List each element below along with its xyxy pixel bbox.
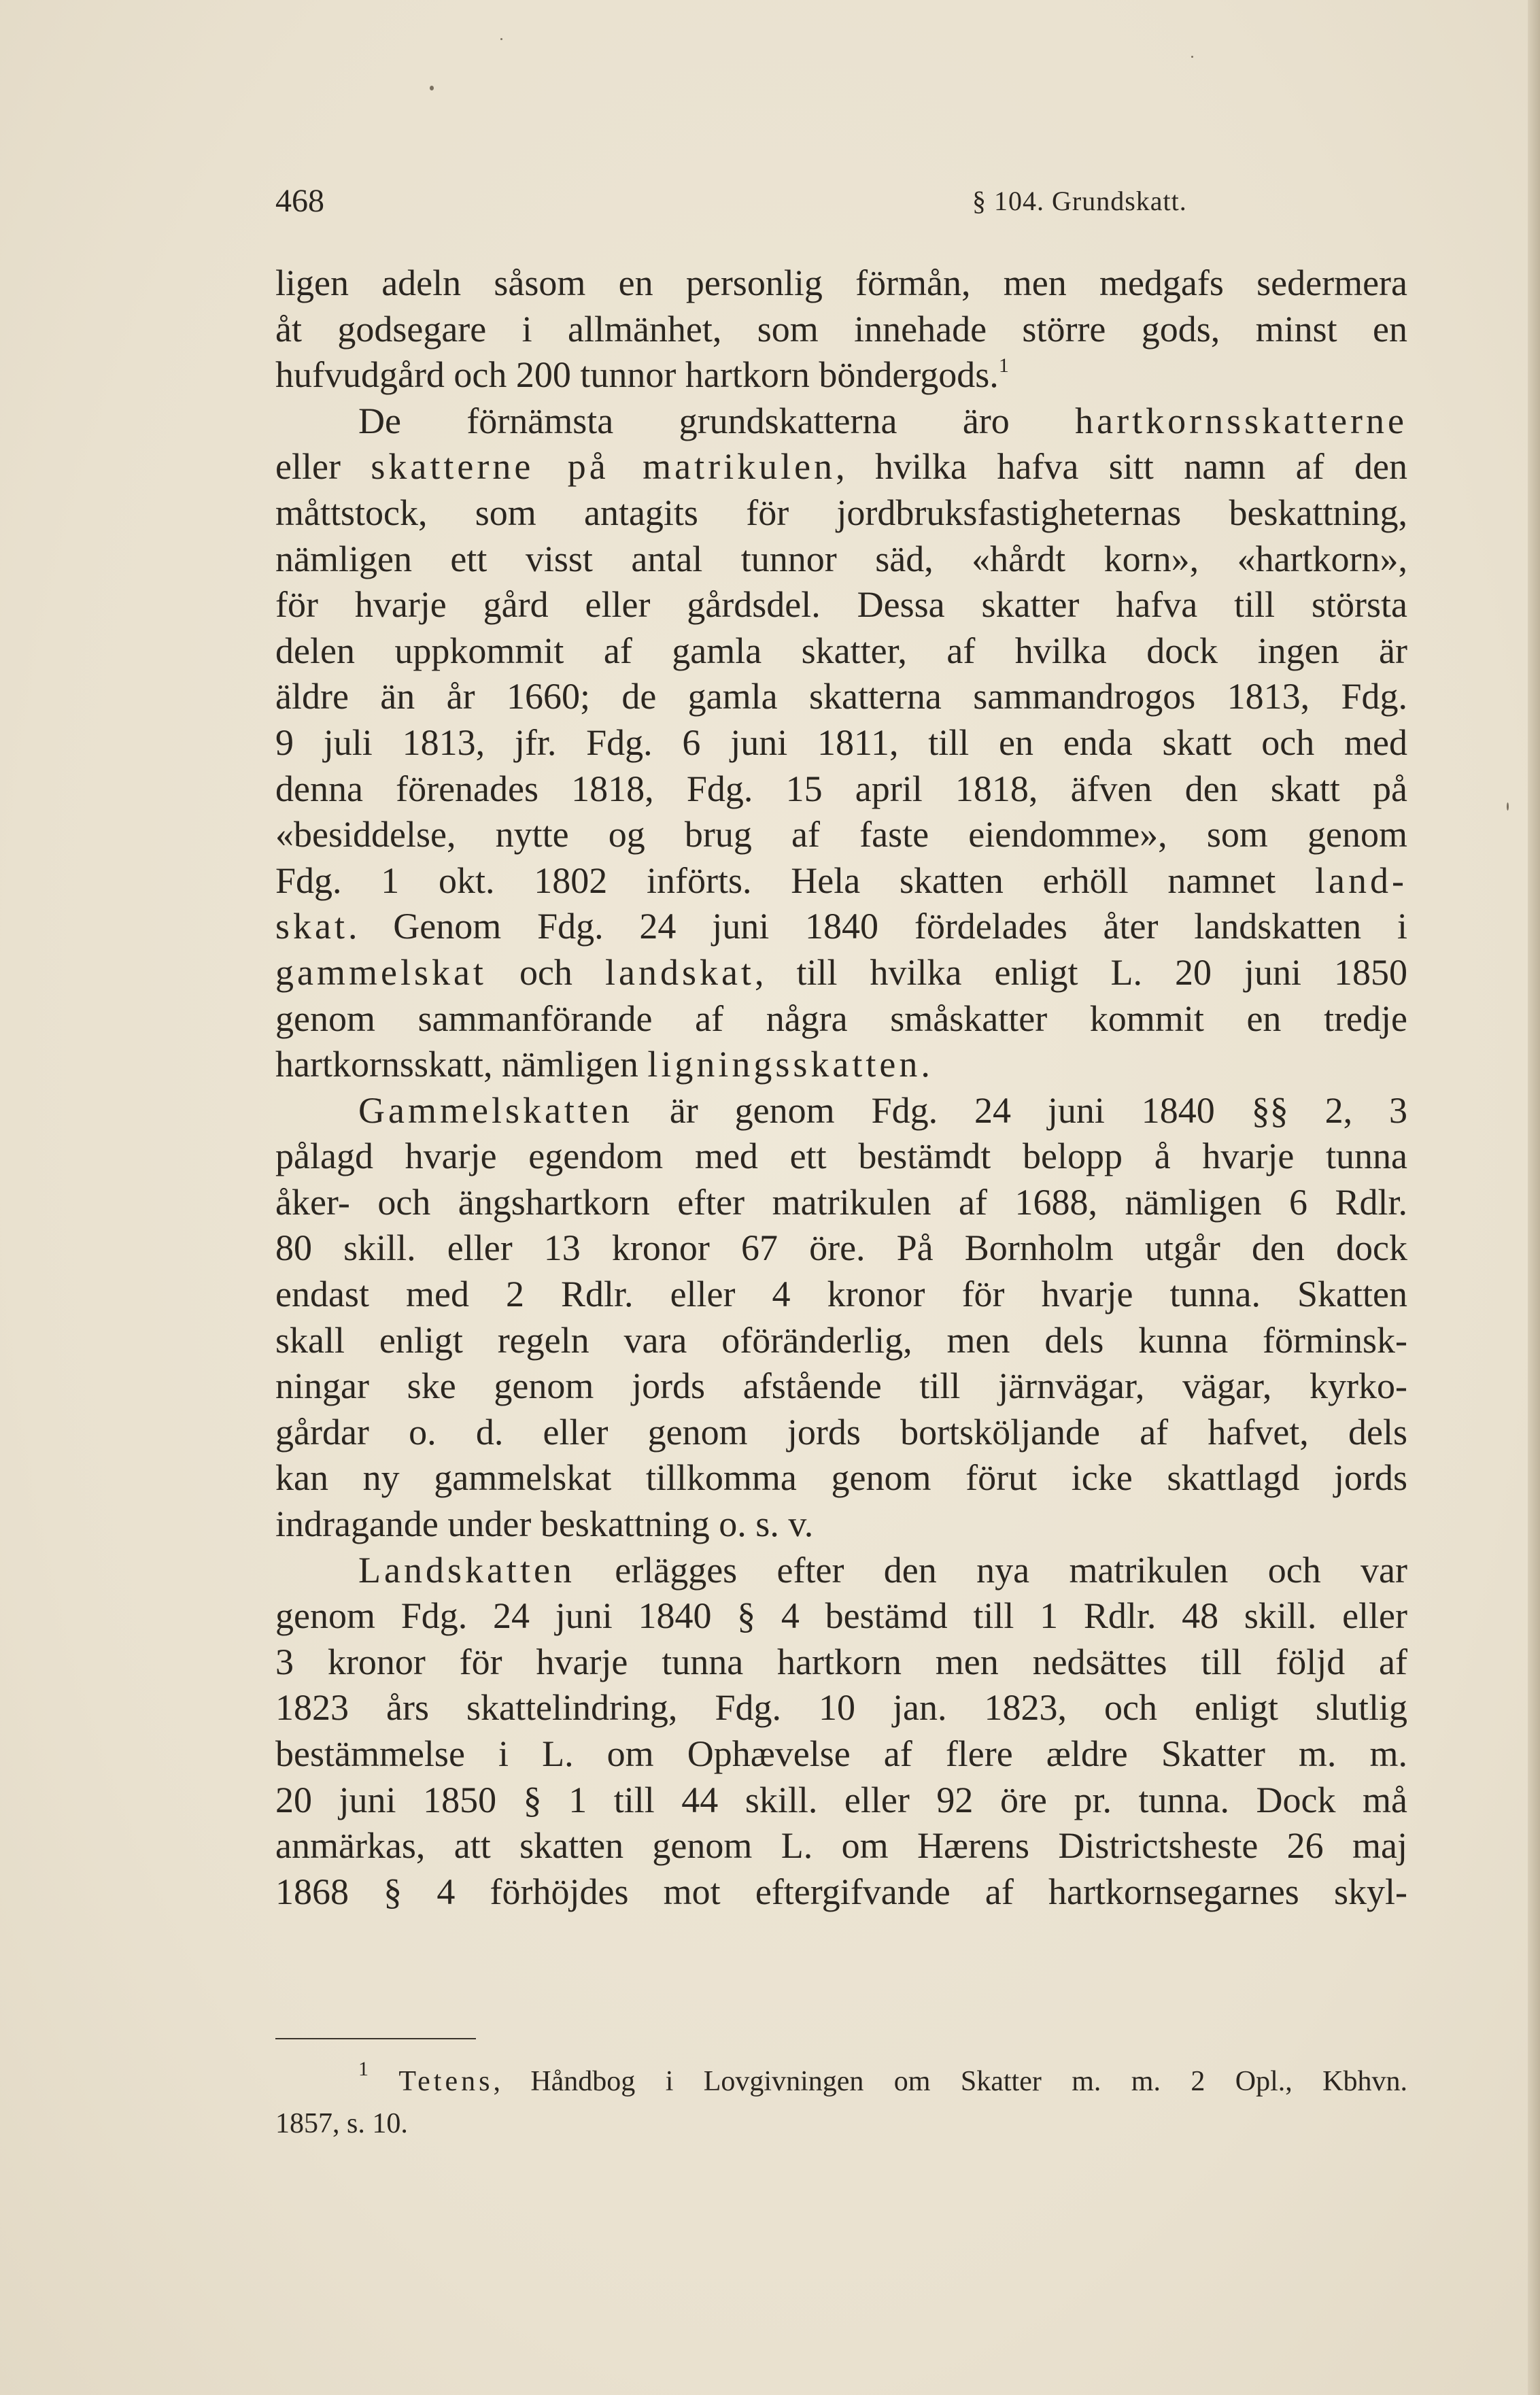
emphasis: skatterne på matrikulen <box>371 446 836 488</box>
text-line: endast med 2 Rdlr. eller 4 kronor för hvarje tunna. Skatten <box>275 1274 1407 1315</box>
emphasis: skat <box>275 906 348 947</box>
paper-speck <box>500 38 502 40</box>
footnote <box>275 2060 1407 2145</box>
emphasis: Tetens <box>398 2066 494 2097</box>
text-line: skat. Genom Fdg. 24 juni 1840 fördelades åter landskatten i <box>275 906 1407 947</box>
page-number: 468 <box>275 183 324 219</box>
text-line: 1823 års skattelindring, Fdg. 10 jan. 1823, och enligt slutlig <box>275 1687 1407 1729</box>
page-header <box>275 182 1407 223</box>
text-line: pålagd hvarje egendom med ett bestämdt belopp å hvarje tunna <box>275 1136 1407 1177</box>
text-line: ningar ske genom jords afstående till järnvägar, vägar, kyrko- <box>275 1365 1407 1407</box>
text-line: Gammelskatten är genom Fdg. 24 juni 1840 §§ 2, 3 <box>358 1089 1407 1131</box>
text-line: måttstock, som antagits för jordbruksfastigheternas beskattning, <box>275 492 1407 533</box>
footnote-rule <box>275 2038 476 2039</box>
footnote-line: 1857, s. 10. <box>275 2108 408 2139</box>
text-line: denna förenades 1818, Fdg. 15 april 1818, äfven den skatt på <box>275 768 1407 809</box>
text-line: gårdar o. d. eller genom jords bortsköljande af hafvet, dels <box>275 1411 1407 1453</box>
text-line: hufvudgård och 200 tunnor hartkorn böndergods.$^1$ <box>275 354 1009 396</box>
paper-speck <box>1191 56 1193 58</box>
text-line: indragande under beskattning o. s. v. <box>275 1504 814 1545</box>
text-line: gammelskat och landskat, till hvilka enligt L. 20 juni 1850 <box>275 951 1408 993</box>
text-line: kan ny gammelskat tillkomma genom förut icke skattlagd jords <box>275 1457 1407 1499</box>
emphasis: Landskatten <box>358 1549 575 1591</box>
text-line: eller skatterne på matrikulen, hvilka hafva sitt namn af den <box>275 446 1407 488</box>
text-line: Landskatten erlägges efter den nya matrikulen och var <box>358 1549 1408 1591</box>
text-line: genom Fdg. 24 juni 1840 § 4 bestämd till 1 Rdlr. 48 skill. eller <box>275 1595 1407 1637</box>
text-line: delen uppkommit af gamla skatter, af hvilka dock ingen är <box>275 630 1407 671</box>
emphasis: Gammelskatten <box>358 1089 633 1131</box>
text-line: 9 juli 1813, jfr. Fdg. 6 juni 1811, till en enda skatt och med <box>275 721 1407 763</box>
text-line: De förnämsta grundskatterna äro hartkornsskatterne <box>358 400 1407 441</box>
paper-speck <box>1507 802 1509 811</box>
text-line: 3 kronor för hvarje tunna hartkorn men nedsättes till följd af <box>275 1641 1407 1682</box>
text-line: anmärkas, att skatten genom L. om Hærens Districtsheste 26 maj <box>275 1825 1407 1867</box>
text-line: för hvarje gård eller gårdsdel. Dessa skatter hafva till största <box>275 584 1407 626</box>
text-line: hartkornsskatt, nämligen ligningsskatten. <box>275 1044 930 1085</box>
text-line: 80 skill. eller 13 kronor 67 öre. På Bornholm utgår den dock <box>275 1227 1407 1269</box>
page-edge <box>1528 0 1540 2395</box>
paper-speck <box>430 86 434 90</box>
running-head: § 104. Grundskatt. <box>972 186 1187 216</box>
text-line: bestämmelse i L. om Ophævelse af flere ældre Skatter m. m. <box>275 1733 1407 1774</box>
emphasis: hartkornsskatterne <box>1075 400 1407 441</box>
text-line: 1868 § 4 förhöjdes mot eftergifvande af hartkornsegarnes skyl- <box>275 1871 1407 1912</box>
text-line: ligen adeln såsom en personlig förmån, men medgafs sedermera <box>275 262 1407 303</box>
emphasis: land- <box>1315 860 1407 901</box>
emphasis: landskat <box>604 951 755 993</box>
footnote-marker: 1 <box>358 2058 369 2080</box>
text-line: Fdg. 1 okt. 1802 införts. Hela skatten erhöll namnet land- <box>275 860 1407 901</box>
footnote-line: $^1$ Tetens, Håndbog i Lovgivningen om Skatter m. m. 2 Opl., Kbhvn. <box>358 2058 1407 2097</box>
body-text <box>275 260 1407 1915</box>
text-line: åt godsegare i allmänhet, som innehade större gods, minst en <box>275 308 1407 350</box>
text-line: 20 juni 1850 § 1 till 44 skill. eller 92 öre pr. tunna. Dock må <box>275 1779 1407 1820</box>
emphasis: gammelskat <box>275 951 487 993</box>
text-line: äldre än år 1660; de gamla skatterna sammandrogos 1813, Fdg. <box>275 676 1407 717</box>
text-line: nämligen ett visst antal tunnor säd, «hårdt korn», «hartkorn», <box>275 538 1407 579</box>
text-line: åker- och ängshartkorn efter matrikulen af 1688, nämligen 6 Rdlr. <box>275 1181 1407 1223</box>
emphasis: ligningsskatten <box>647 1044 921 1085</box>
text-line: «besiddelse, nytte og brug af faste eiendomme», som genom <box>275 814 1407 855</box>
text-line: skall enligt regeln vara oföränderlig, men dels kunna förminsk- <box>275 1319 1407 1361</box>
footnote-ref: 1 <box>998 354 1009 377</box>
text-line: genom sammanförande af några småskatter kommit en tredje <box>275 998 1407 1039</box>
